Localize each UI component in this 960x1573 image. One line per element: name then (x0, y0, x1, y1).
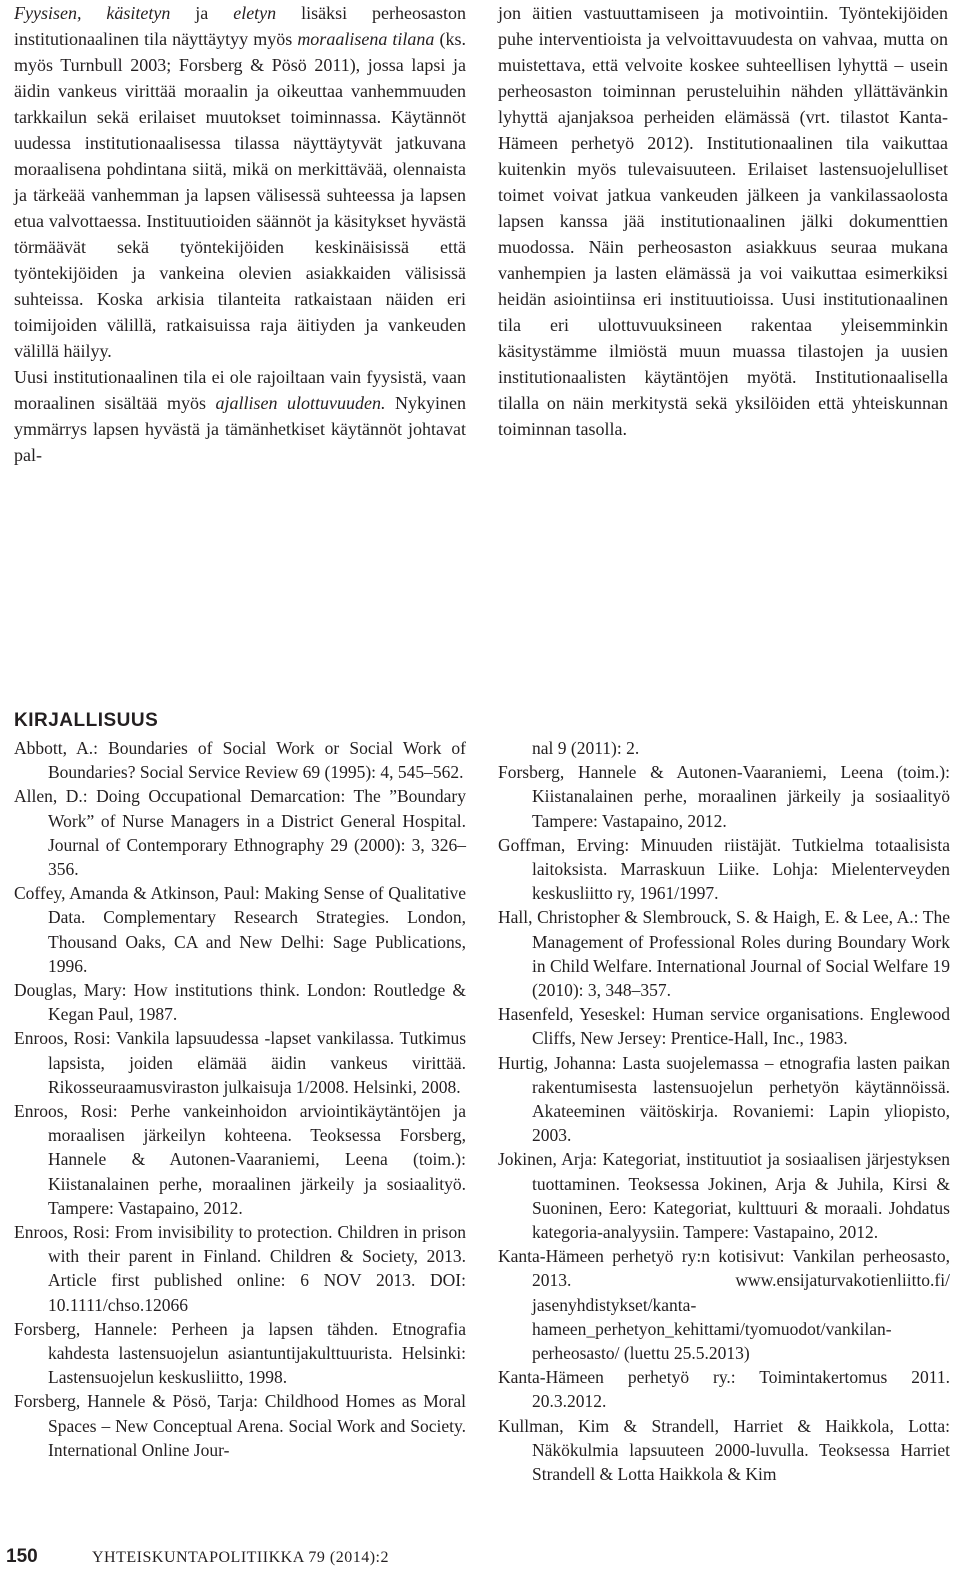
body-paragraph (498, 0, 948, 442)
reference-item: Kanta-Hämeen perhetyö ry.: Toimintakertomus 2011. 20.3.2012. (498, 1367, 950, 1412)
text-run: ja (170, 3, 234, 23)
reference-item: Goffman, Erving: Minuuden riistäjät. Tutkielma totaalisista laitoksista. Marraskuun Liike. Lohja: Mielenterveyden keskusliitto ry, 1961/1997. (498, 834, 950, 904)
reference-item: Jokinen, Arja: Kategoriat, instituutiot ja sosiaalisen järjestyksen tuottaminen. Teoksessa Jokinen, Arja & Juhila, Kirsi & Suoninen, Eero: Kategoriat, kulttuuri & moraali. Johdatus kategoria-analyysiin. Tampere: Vastapaino, 2012. (498, 1149, 950, 1243)
reference-item: Hasenfeld, Yeseskel: Human service organisations. Englewood Cliffs, New Jersey: Prentice-Hall, Inc., 1983. (498, 1004, 950, 1049)
text-run: jon äitien vastuuttamiseen ja motivointiin. Työntekijöiden puhe interventioista ja velvoittavuudesta on vahvaa, mutta on muistettava, että velvoite koskee suhteellisen lyhyttä – usein perheosaston toiminnan perusteluihin nähden yllättävänkin lyhyttä ajanjaksoa perheiden elämässä (vrt. tilastot Kanta-Hämeen perhetyö 2012). Institutionaalinen tila vaikuttaa kuitenkin myös tulevaisuuteen. Erilaiset lastensuojelulliset toimet voivat jatkua vankeuden jälkeen ja vankilassaolosta lapsen kanssa jää institutionaalinen jälki dokumenttien muodossa. Näin perheosaston asiakkuus seuraa mukana vanhempien ja lasten elämässä ja voi vaikuttaa esimerkiksi heidän asiointiinsa eri instituutioissa. Uusi institutionaalinen tila eri ulottuvuuksineen rakentaa yleisemminkin käsitystämme ilmiöstä muun muassa tilastojen ja uusien institutionaalisten käytäntöjen myötä. Institutionaalisella tilalla on näin merkitystä sekä yksilöiden että yhteiskunnan toiminnan tasolla. (498, 3, 948, 439)
body-paragraph (14, 364, 466, 468)
reference-item: Forsberg, Hannele: Perheen ja lapsen tähden. Etnografia kahdesta lastensuojelun asiantuntijakulttuurista. Helsinki: Lastensuojelun keskusliitto, 1998. (14, 1318, 466, 1388)
reference-item: Kanta-Hämeen perhetyö ry:n kotisivut: Vankilan perheosasto, 2013. www.ensijaturvakotienliitto.fi/ jasenyhdistykset/kanta-hameen_perhetyon_kehittami/tyomuodot/vankilan-perheosasto/ (luettu 25.5.2013) (498, 1246, 950, 1364)
reference-item: Enroos, Rosi: Vankila lapsuudessa -lapset vankilassa. Tutkimus lapsista, joiden elämää äidin vankeus virittää. Rikosseuraamusviraston julkaisuja 1/2008. Helsinki, 2008. (14, 1028, 466, 1097)
page-number: 150 (6, 1546, 38, 1567)
reference-item: Enroos, Rosi: From invisibility to protection. Children in prison with their parent in Finland. Children & Society, 2013. Article first published online: 6 NOV 2013. DOI: 10.1111/chso.12066 (14, 1222, 466, 1315)
text-run: (ks. myös Turnbull 2003; Forsberg & Pösö 2011), jossa lapsi ja äidin vankeus virittää moraalin ja oikeuttaa vanhemmuuden tarkkailun sekä erilaiset muutokset toiminnassa. Käytännöt uudessa institutionaalisessa tilassa näyttäytyvät jatkuvana moraalisena pohdintana siitä, mikä on merkittävää, olennaista ja tärkeää vanhemman ja lapsen välisessä suhteessa ja lapsen etua valvottaessa. Instituutioiden säännöt ja käsitykset hyvästä törmäävät sekä työntekijöiden keskinäisissä että työntekijöiden ja vankeina olevien asiakkaiden välisissä suhteissa. Koska arkisia tilanteita ratkaistaan näiden eri toimijoiden välillä, ratkaisuissa raja äitiyden ja vankeuden välillä häilyy. (14, 29, 466, 361)
references-list-right (498, 736, 950, 1486)
body-column-left (14, 0, 466, 468)
reference-item: Forsberg, Hannele & Pösö, Tarja: Childhood Homes as Moral Spaces – New Conceptual Arena. Social Work and Society. International Online Jour- (14, 1391, 466, 1460)
italic-run: eletyn (233, 3, 277, 23)
italic-run: ajallisen ulottuvuuden. (215, 393, 386, 413)
reference-item: Allen, D.: Doing Occupational Demarcation: The ”Boundary Work” of Nurse Managers in a District General Hospital. Journal of Contemporary Ethnography 29 (2000): 3, 326–356. (14, 786, 466, 880)
journal-name: YHTEISKUNTAPOLITIIKKA 79 (2014):2 (92, 1549, 389, 1566)
text-run: Nykyinen ymmärrys lapsen hyvästä ja tämänhetkiset käytännöt johtavat pal- (14, 393, 467, 465)
italic-run: moraalisena tilana (297, 29, 435, 49)
reference-item: Douglas, Mary: How institutions think. London: Routledge & Kegan Paul, 1987. (14, 980, 466, 1025)
reference-item: Kullman, Kim & Strandell, Harriet & Haikkola, Lotta: Näkökulmia lapsuuteen 2000-luvulla. Teoksessa Harriet Strandell & Lotta Haikkola & Kim (498, 1415, 950, 1485)
reference-item: Hurtig, Johanna: Lasta suojelemassa – etnografia lasten paikan rakentumisesta lastensuojelun perhetyön käytännöissä. Akateeminen väitöskirja. Rovaniemi: Lapin yliopisto, 2003. (498, 1052, 950, 1146)
body-column-right (498, 0, 948, 442)
references-heading: KIRJALLISUUS (14, 710, 159, 731)
text-run: lisäksi perheosaston institutionaalinen tila näyttäytyy myös (14, 3, 466, 49)
body-paragraph (14, 0, 466, 364)
reference-item: Forsberg, Hannele & Autonen-Vaaraniemi, Leena (toim.): Kiistanalainen perhe, moraalinen järkeily ja sosiaalityö Tampere: Vastapaino, 2012. (498, 762, 950, 831)
page-footer (0, 1546, 960, 1573)
reference-item: Hall, Christopher & Slembrouck, S. & Haigh, E. & Lee, A.: The Management of Professional Roles during Boundary Work in Child Welfare. International Journal of Social Welfare 19 (2010): 3, 348–357. (498, 907, 950, 1001)
text-run: Uusi institutionaalinen tila ei ole rajoiltaan vain fyysistä, vaan moraalinen sisältää myös (14, 367, 466, 413)
italic-run: Fyysisen, käsitetyn (14, 3, 171, 23)
reference-item: Enroos, Rosi: Perhe vankeinhoidon arviointikäytäntöjen ja moraalisen järkeilyn kohteena. Teoksessa Forsberg, Hannele & Autonen-Vaaraniemi, Leena (toim.): Kiistanalainen perhe, moraalinen järkeily ja sosiaalityö. Tampere: Vastapaino, 2012. (14, 1101, 466, 1218)
reference-item: Coffey, Amanda & Atkinson, Paul: Making Sense of Qualitative Data. Complementary Research Strategies. London, Thousand Oaks, CA and New Delhi: Sage Publications, 1996. (14, 883, 466, 976)
reference-item: Abbott, A.: Boundaries of Social Work or Social Work of Boundaries? Social Service Review 69 (1995): 4, 545–562. (14, 738, 466, 783)
references-list-left (14, 736, 466, 1462)
reference-continuation: nal 9 (2011): 2. (532, 738, 640, 758)
